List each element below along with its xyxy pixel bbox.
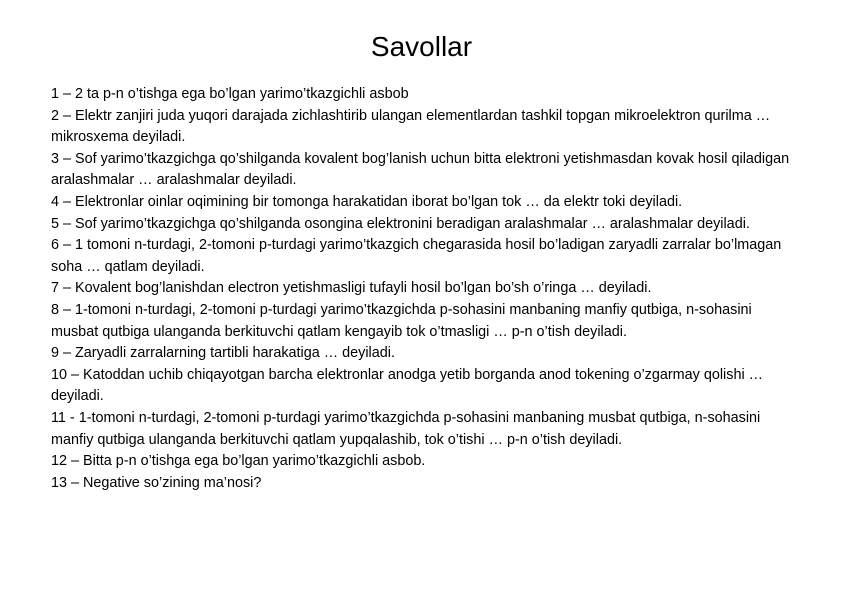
question-item: 1 – 2 ta p-n o’tishga ega bo’lgan yarimo’tkazgichli asbob: [51, 86, 409, 102]
question-item: 4 – Elektronlar oinlar oqimining bir tomonga harakatidan iborat bo’lgan tok … da elektr toki deyiladi.: [51, 193, 683, 210]
question-item: 8 – 1-tomoni n-turdagi, 2-tomoni p-turdagi yarimo’tkazgichda p-sohasini manbaning manfiy qutbiga, n-sohasini musbat qutbiga ulanganda berkituvchi qatlam kengayib tok o’tmasligi … p-n o’tish deyiladi.: [51, 301, 752, 340]
question-item: 9 – Zaryadli zarralarning tartibli harakatiga … deyiladi.: [51, 345, 395, 362]
question-item: 12 – Bitta p-n o’tishga ega bo’lgan yarimo’tkazgichli asbob.: [51, 453, 426, 470]
question-item: 6 – 1 tomoni n-turdagi, 2-tomoni p-turdagi yarimo’tkazgich chegarasida hosil bo’ladigan zaryadli zarralar bo’lmagan soha … qatlam deyiladi.: [51, 237, 782, 275]
question-item: 3 – Sof yarimo’tkazgichga qo’shilganda kovalent bog’lanish uchun bitta elektroni yetishmasdan kovak hosil qiladigan aralashmalar … aralashmalar deyiladi.: [51, 150, 790, 189]
question-item: 2 – Elektr zanjiri juda yuqori darajada zichlashtirib ulangan elementlardan tashkil topgan mikroelektron qurilma … mikrosxema deyiladi.: [51, 107, 771, 146]
question-item: 5 – Sof yarimo’tkazgichga qo’shilganda osongina elektronini beradigan aralashmalar … aralashmalar deyiladi.: [51, 215, 750, 232]
slide-title: Savollar: [370, 31, 473, 62]
questions-list: [51, 84, 801, 494]
question-item: 10 – Katoddan uchib chiqayotgan barcha elektronlar anodga yetib borganda anod tokening o’zgarmay qolishi … deyiladi.: [51, 366, 764, 405]
question-item: 7 – Kovalent bog’lanishdan electron yetishmasligi tufayli hosil bo’lgan bo’sh o’ringa … deyiladi.: [51, 280, 652, 297]
question-item: 13 – Negative so’zining ma’nosi?: [51, 474, 262, 491]
question-item: 11 - 1-tomoni n-turdagi, 2-tomoni p-turdagi yarimo’tkazgichda p-sohasini manbaning musbat qutbiga, n-sohasini manfiy qutbiga ulanganda berkituvchi qatlam yupqalashib, tok o’tishi … p-n o’tish deyiladi.: [51, 409, 761, 448]
